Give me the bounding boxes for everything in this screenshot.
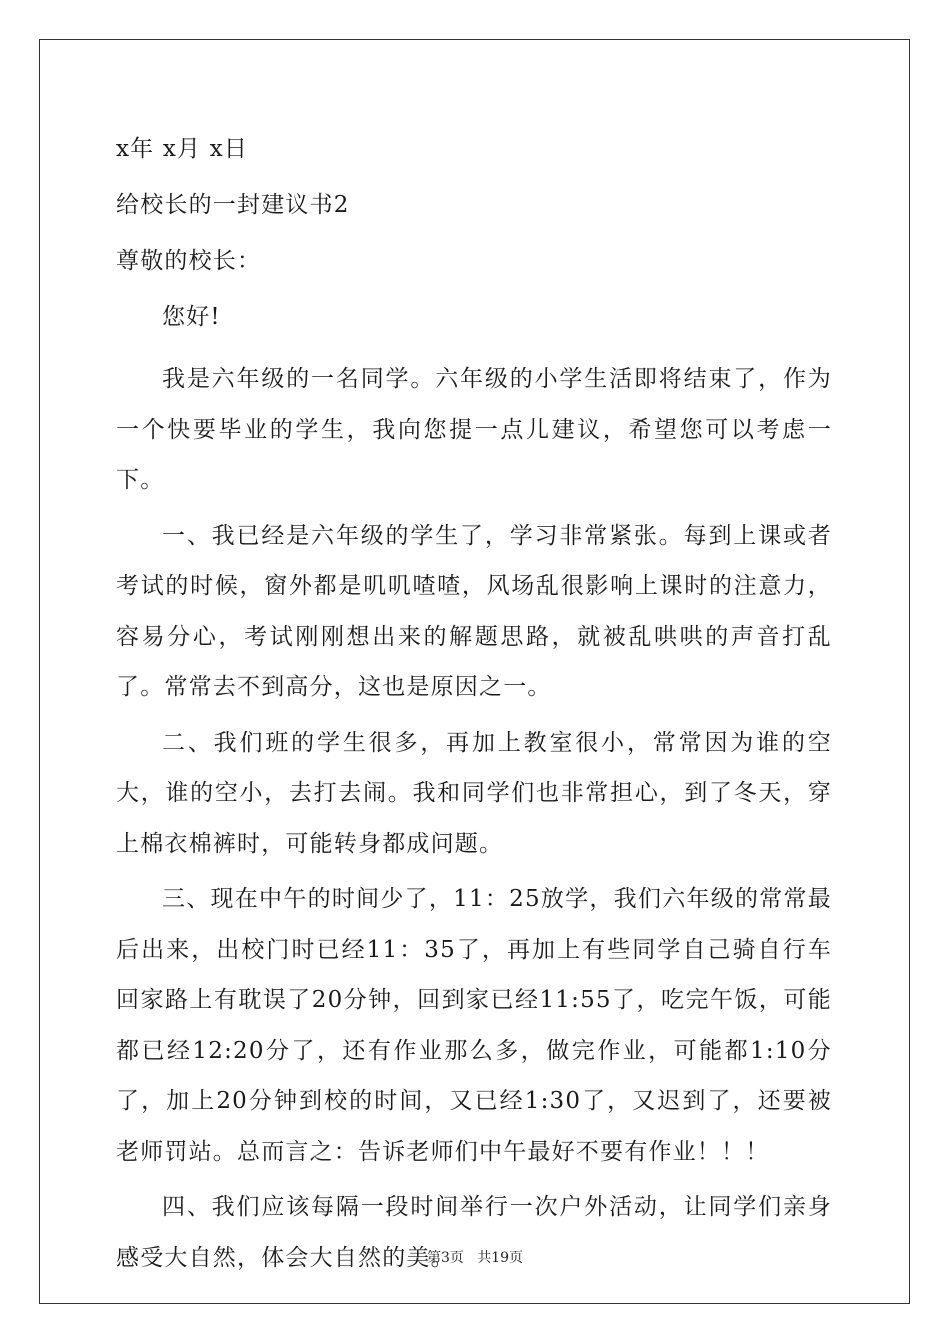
date-line: x年 x月 x日 [116,136,249,162]
page-number-footer: 第3页 共19页 [426,1250,524,1266]
paragraph-point-4: 四、我们应该每隔一段时间举行一次户外活动，让同学们亲身感受大自然，体会大自然的美。 [116,1194,832,1271]
paragraph-intro: 我是六年级的一名同学。六年级的小学生活即将结束了，作为一个快要毕业的学生，我向您提一点儿建议，希望您可以考虑一下。 [116,366,832,493]
paragraph-point-3: 三、现在中午的时间少了，11：25放学，我们六年级的常常最后出来，出校门时已经11：35了，再加上有些同学自己骑自行车回家路上有耽误了20分钟，回到家已经11:55了，吃完午饭，可能都已经12:20分了，还有作业那么多，做完作业，可能都1:10分了，加上20分钟到校的时间，又已经1:30了，又迟到了，还要被老师罚站。总而言之：告诉老师们中午最好不要有作业！！！ [116,886,832,1165]
salutation: 尊敬的校长： [116,248,262,274]
paragraph-point-2: 二、我们班的学生很多，再加上教室很小，常常因为谁的空大，谁的空小，去打去闹。我和同学们也非常担心，到了冬天，穿上棉衣棉裤时，可能转身都成问题。 [116,729,832,857]
document-title: 给校长的一封建议书2 [116,192,350,218]
paragraph-point-1: 一、我已经是六年级的学生了，学习非常紧张。每到上课或者考试的时候，窗外都是叽叽喳喳，风场乱很影响上课时的注意力，容易分心，考试刚刚想出来的解题思路，就被乱哄哄的声音打乱了。常常去不到高分，这也是原因之一。 [116,522,832,700]
document-body [116,130,832,1288]
greeting: 您好! [162,304,221,330]
